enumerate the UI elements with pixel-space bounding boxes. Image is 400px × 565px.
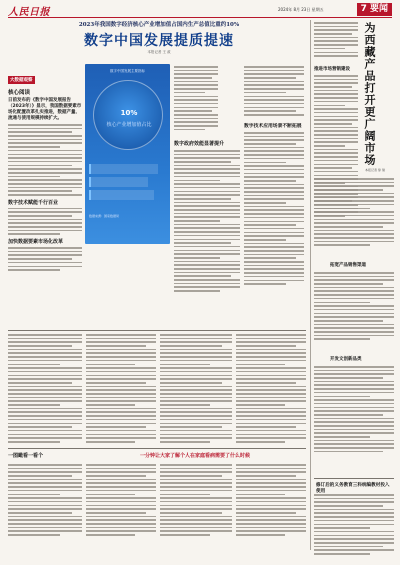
section-tag: 大数据观察: [10, 78, 33, 83]
infographic-source: 数据来源：国家数据局: [89, 214, 120, 218]
right-bottom-headline: 修订后的义务教育三科统编教材投入使用: [316, 483, 390, 494]
bottom-col-4: [236, 464, 306, 538]
infographic-circle: [93, 80, 163, 150]
lower-col-4: [236, 334, 306, 445]
bottom-col-2: [86, 464, 156, 538]
headline-title: 数字中国发展提质提速: [84, 33, 234, 49]
left-subhead-2: 数字技术赋能千行百业: [8, 199, 59, 206]
bottom-subhead: 一图瞰看一看个: [8, 453, 44, 459]
page-tag: 7 要闻: [357, 3, 392, 16]
bottom-kicker: 一分钟让大家了解个人在家庭看病需要了什么时候: [140, 453, 251, 459]
right-subhead-2: 拓宽产品销售渠道: [330, 263, 366, 268]
infographic-rows: [89, 164, 166, 203]
mid-col-1: [174, 66, 218, 132]
right-col-3: [314, 272, 394, 342]
right-subhead-1: 推进市场营销建设: [314, 67, 350, 72]
column-divider: [310, 20, 311, 550]
bottom-col-1: [8, 464, 82, 538]
newspaper-logo: 人民日报: [8, 7, 50, 18]
headline-byline: 本报记者 王 政: [147, 50, 171, 54]
bottom-section-divider: [8, 448, 306, 449]
vertical-headline: [363, 22, 393, 172]
left-subhead-3: 加快数据要素市场化改革: [8, 239, 64, 246]
right-byline: 本报记者 徐 驰: [365, 168, 385, 172]
infographic-panel: [85, 64, 170, 244]
infographic-big-label: 核心产业增加值占比: [106, 122, 152, 128]
lower-section-divider: [8, 330, 306, 331]
left-text-block-1: [8, 124, 82, 196]
right-col-5: [314, 494, 394, 557]
lower-col-2: [86, 334, 156, 445]
headline-block: [8, 20, 310, 64]
lower-col-1: [8, 334, 82, 445]
right-subhead-3: 开发文创新品类: [330, 357, 362, 362]
right-col-1: [314, 22, 358, 59]
right-bottom-divider: [314, 478, 394, 479]
mid-col-2: [244, 66, 304, 118]
right-col-4: [314, 366, 394, 455]
mid-col-2b: [244, 132, 304, 287]
mid-head-tech: 数字技术应用场景不断拓展: [244, 124, 302, 129]
left-subhead-core: 核心阅读: [8, 90, 31, 96]
left-text-block-2: [8, 208, 82, 235]
dateline: 2024年 8月 23日 星期五: [278, 7, 324, 12]
lower-col-3: [160, 334, 232, 445]
mid-head-gov: 数字政府效能显著提升: [174, 141, 225, 147]
lead-paragraph: 日前发布的《数字中国发展报告（2023年）》显示，我国数据要素市场化配置改革扎实推进，数据产量、流通与使用规模持续扩大。: [8, 98, 82, 121]
headline-kicker: 2023年我国数字经济核心产业增加值占国内生产总值比重约10%: [78, 22, 240, 28]
left-column: [8, 66, 82, 328]
masthead: [8, 4, 392, 18]
vertical-headline-text: 为西藏产品打开更广阔市场: [363, 22, 376, 166]
mid-col-1b: [174, 150, 240, 294]
bottom-col-3: [160, 464, 232, 538]
infographic-big-value: 10%: [120, 109, 138, 117]
right-col-2: [314, 178, 394, 248]
infographic-title: 数字中国发展主要指标: [110, 69, 145, 73]
left-text-block-3: [8, 247, 82, 271]
